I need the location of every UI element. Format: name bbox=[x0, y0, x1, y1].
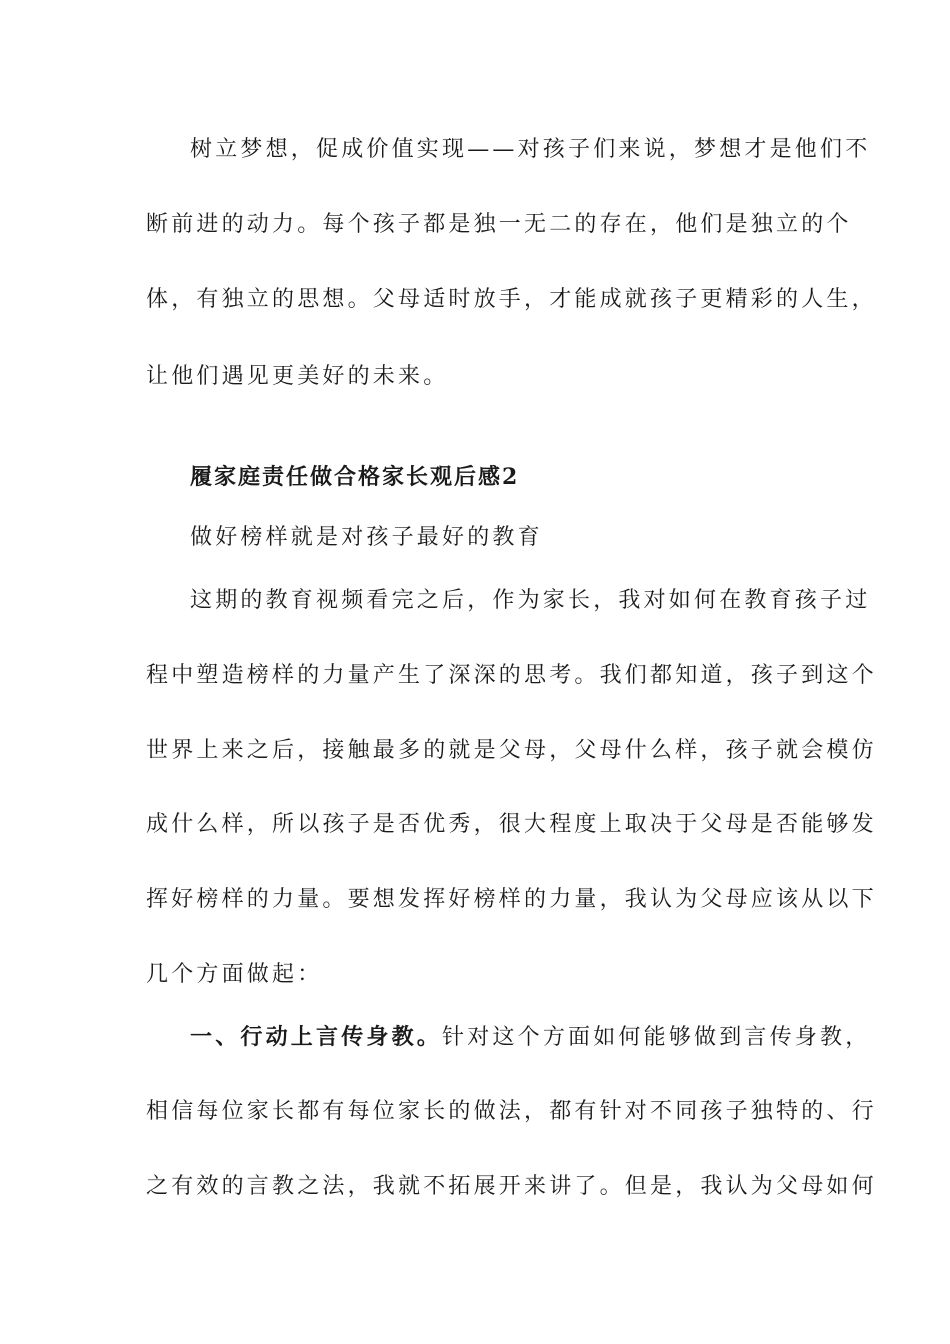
paragraph-1-line-4: 让他们遇见更美好的未来。 bbox=[146, 364, 449, 389]
paragraph-3-line-3: 之有效的言教之法，我就不拓展开来讲了。但是，我认为父母如何 bbox=[146, 1174, 877, 1199]
paragraph-2-line-3: 世界上来之后，接触最多的就是父母，父母什么样，孩子就会模仿 bbox=[146, 738, 877, 763]
paragraph-2-line-4: 成什么样，所以孩子是否优秀，很大程度上取决于父母是否能够发 bbox=[146, 812, 877, 837]
paragraph-3-line-1 bbox=[190, 1022, 870, 1053]
subtitle: 做好榜样就是对孩子最好的教育 bbox=[190, 525, 543, 550]
section-title: 履家庭责任做合格家长观后感2 bbox=[190, 464, 520, 490]
paragraph-1-line-3: 体，有独立的思想。父母适时放手，才能成就孩子更精彩的人生， bbox=[146, 287, 877, 312]
paragraph-3-line-1-text: 针对这个方面如何能够做到言传身教， bbox=[442, 1025, 871, 1050]
paragraph-3-line-2: 相信每位家长都有每位家长的做法，都有针对不同孩子独特的、行 bbox=[146, 1099, 877, 1124]
paragraph-2-line-5: 挥好榜样的力量。要想发挥好榜样的力量，我认为父母应该从以下 bbox=[146, 887, 877, 912]
paragraph-2-line-2: 程中塑造榜样的力量产生了深深的思考。我们都知道，孩子到这个 bbox=[146, 663, 877, 688]
paragraph-2-line-1: 这期的教育视频看完之后，作为家长，我对如何在教育孩子过 bbox=[190, 588, 871, 613]
paragraph-3-lead-heading: 一、行动上言传身教。 bbox=[190, 1024, 443, 1050]
paragraph-1-line-1: 树立梦想，促成价值实现——对孩子们来说，梦想才是他们不 bbox=[190, 137, 871, 162]
paragraph-2-line-6: 几个方面做起： bbox=[146, 962, 323, 987]
paragraph-1-line-2: 断前进的动力。每个孩子都是独一无二的存在，他们是独立的个 bbox=[146, 212, 852, 237]
